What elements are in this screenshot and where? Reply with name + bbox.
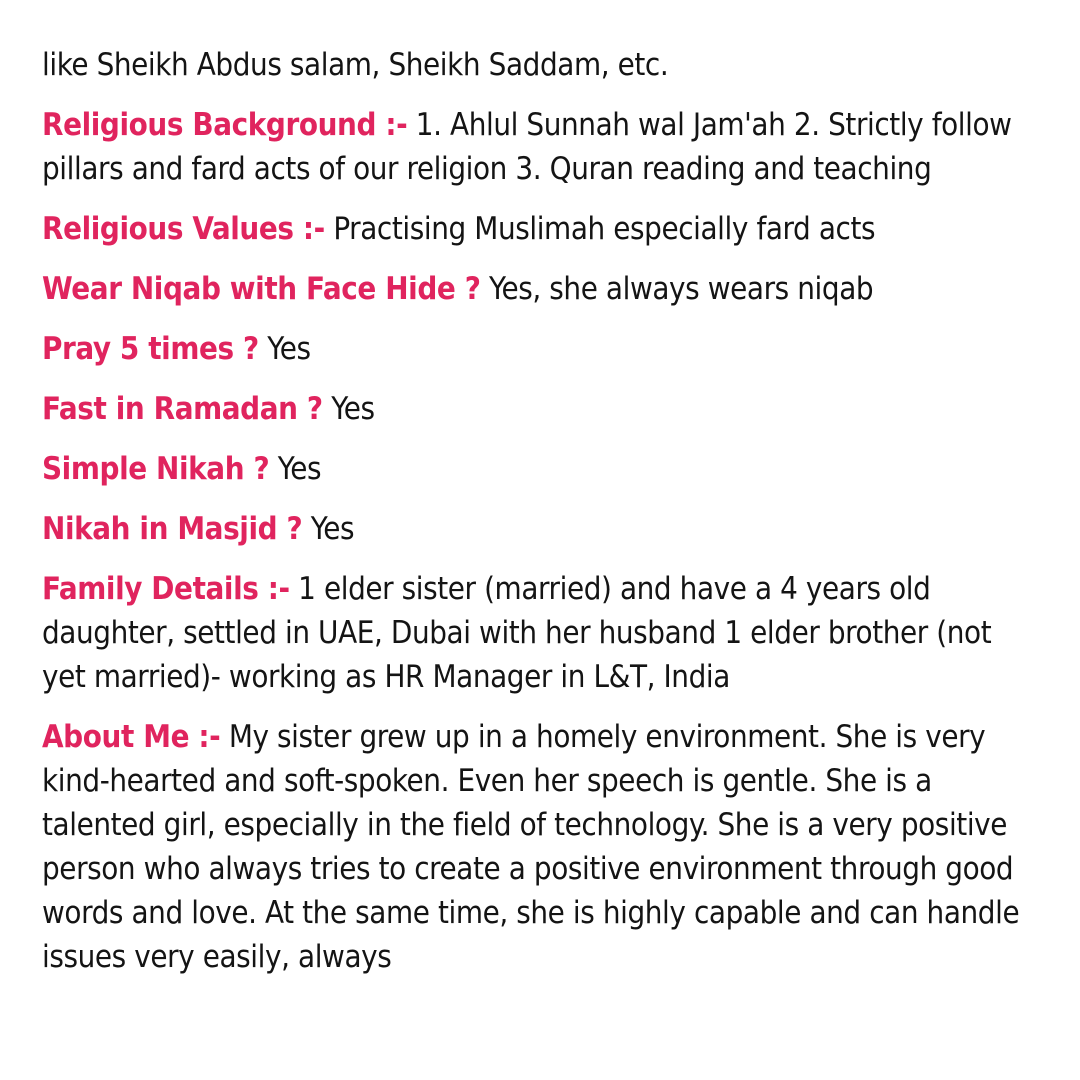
field-label: Pray 5 times ? [42,331,259,367]
profile-paragraph [42,43,1036,87]
field-value: 1 elder sister (married) and have a 4 years old daughter, settled in UAE, Dubai with her husband 1 elder brother (not yet married)- working as HR Manager in L&T, India [42,571,992,695]
profile-paragraph [42,447,1036,491]
field-value: My sister grew up in a homely environment. She is very kind-hearted and soft-spoken. Even her speech is gentle. She is a talented girl, especially in the field of technology. She is a very positive person who always tries to create a positive environment through good words and love. At the same time, she is highly capable and can handle issues very easily, always [42,719,1020,975]
field-label: Wear Niqab with Face Hide ? [42,271,481,307]
profile-paragraph [42,103,1036,191]
profile-text-block [42,43,1036,979]
field-label: Religious Values :- [42,211,325,247]
field-value: Yes [331,391,375,427]
field-value: Yes [310,511,355,547]
field-label: Fast in Ramadan ? [42,391,323,427]
profile-paragraph [42,327,1036,371]
field-label: Simple Nikah ? [42,451,270,487]
field-value: Yes [267,331,311,367]
field-value: 1. Ahlul Sunnah wal Jam'ah 2. Strictly follow pillars and fard acts of our religion 3. Quran reading and teaching [42,107,1012,187]
field-label: Religious Background :- [42,107,408,143]
profile-paragraph [42,207,1036,251]
field-label: Family Details :- [42,571,290,607]
field-value: Yes, she always wears niqab [488,271,874,307]
field-value: Yes [277,451,322,487]
field-label: Nikah in Masjid ? [42,511,303,547]
profile-paragraph [42,387,1036,431]
field-value: like Sheikh Abdus salam, Sheikh Saddam, etc. [42,47,669,83]
profile-paragraph [42,567,1036,699]
profile-paragraph [42,507,1036,551]
profile-paragraph [42,715,1036,979]
field-label: About Me :- [42,719,221,755]
profile-paragraph [42,267,1036,311]
field-value: Practising Muslimah especially fard acts [333,211,876,247]
